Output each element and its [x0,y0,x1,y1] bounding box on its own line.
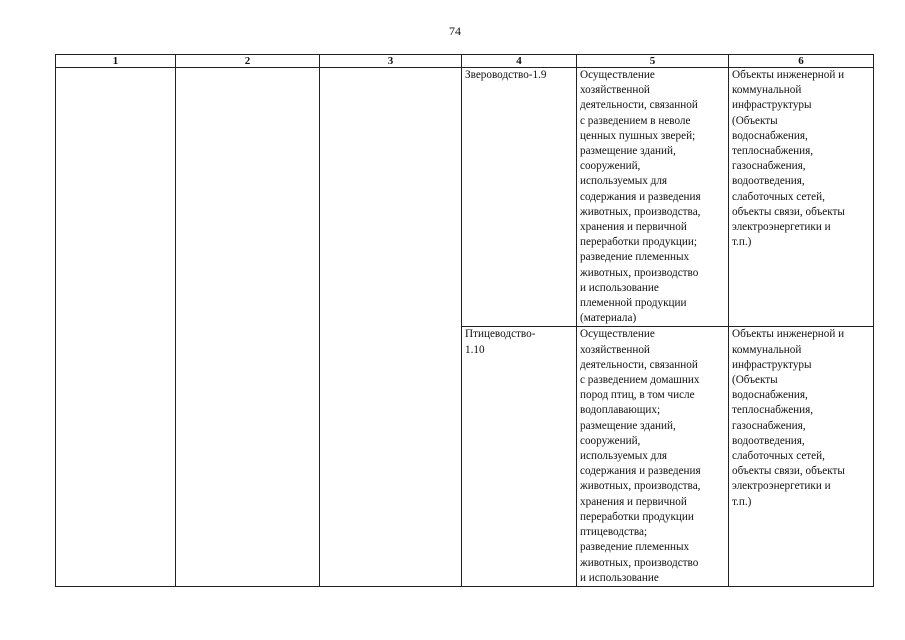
infrastructure-objects [729,327,874,586]
infrastructure-objects-text: Объекты инженерной и коммунальной инфраструктуры (Объекты водоснабжения, теплоснабжения, газоснабжения, водоотведения, слаботочных сетей, объекты связи, объекты электроэнергетики и т.п.) [732,328,845,508]
empty-cell-col2 [176,68,320,587]
land-use-description [577,327,729,586]
column-header-6: 6 [729,55,874,68]
column-header-5: 5 [577,55,729,68]
land-use-name [462,68,577,327]
page-number: 74 [449,24,461,38]
column-header-2: 2 [176,55,320,68]
land-use-description [577,68,729,327]
land-use-name-text: Звероводство-1.9 [465,69,547,81]
land-use-description-text: Осуществление хозяйственной деятельности, связанной с разведением домашних пород птиц, в том числе водоплавающих; размещение зданий, сооружений, используемых для содержания и разведения животных, производства, хранения и первичной переработки продукции птицеводства; разведение племенных животных, производство и использование [580,328,701,584]
land-use-description-text: Осуществление хозяйственной деятельности, связанной с разведением в неволе ценных пушных зверей; размещение зданий, сооружений, используемых для содержания и разведения животных, производства, хранения и первичной переработки продукции; разведение племенных животных, производство и использование племенной продукции (материала) [580,69,701,325]
table-row [56,68,874,327]
empty-cell-col1 [56,68,176,587]
infrastructure-objects [729,68,874,327]
infrastructure-objects-text: Объекты инженерной и коммунальной инфраструктуры (Объекты водоснабжения, теплоснабжения, газоснабжения, водоотведения, слаботочных сетей, объекты связи, объекты электроэнергетики и т.п.) [732,69,845,249]
column-header-3: 3 [320,55,462,68]
column-header-4: 4 [462,55,577,68]
table-header-row [56,55,874,68]
column-header-1: 1 [56,55,176,68]
land-use-name [462,327,577,586]
empty-cell-col3 [320,68,462,587]
zoning-table [55,54,874,587]
land-use-name-text: Птицеводство- 1.10 [465,328,536,356]
